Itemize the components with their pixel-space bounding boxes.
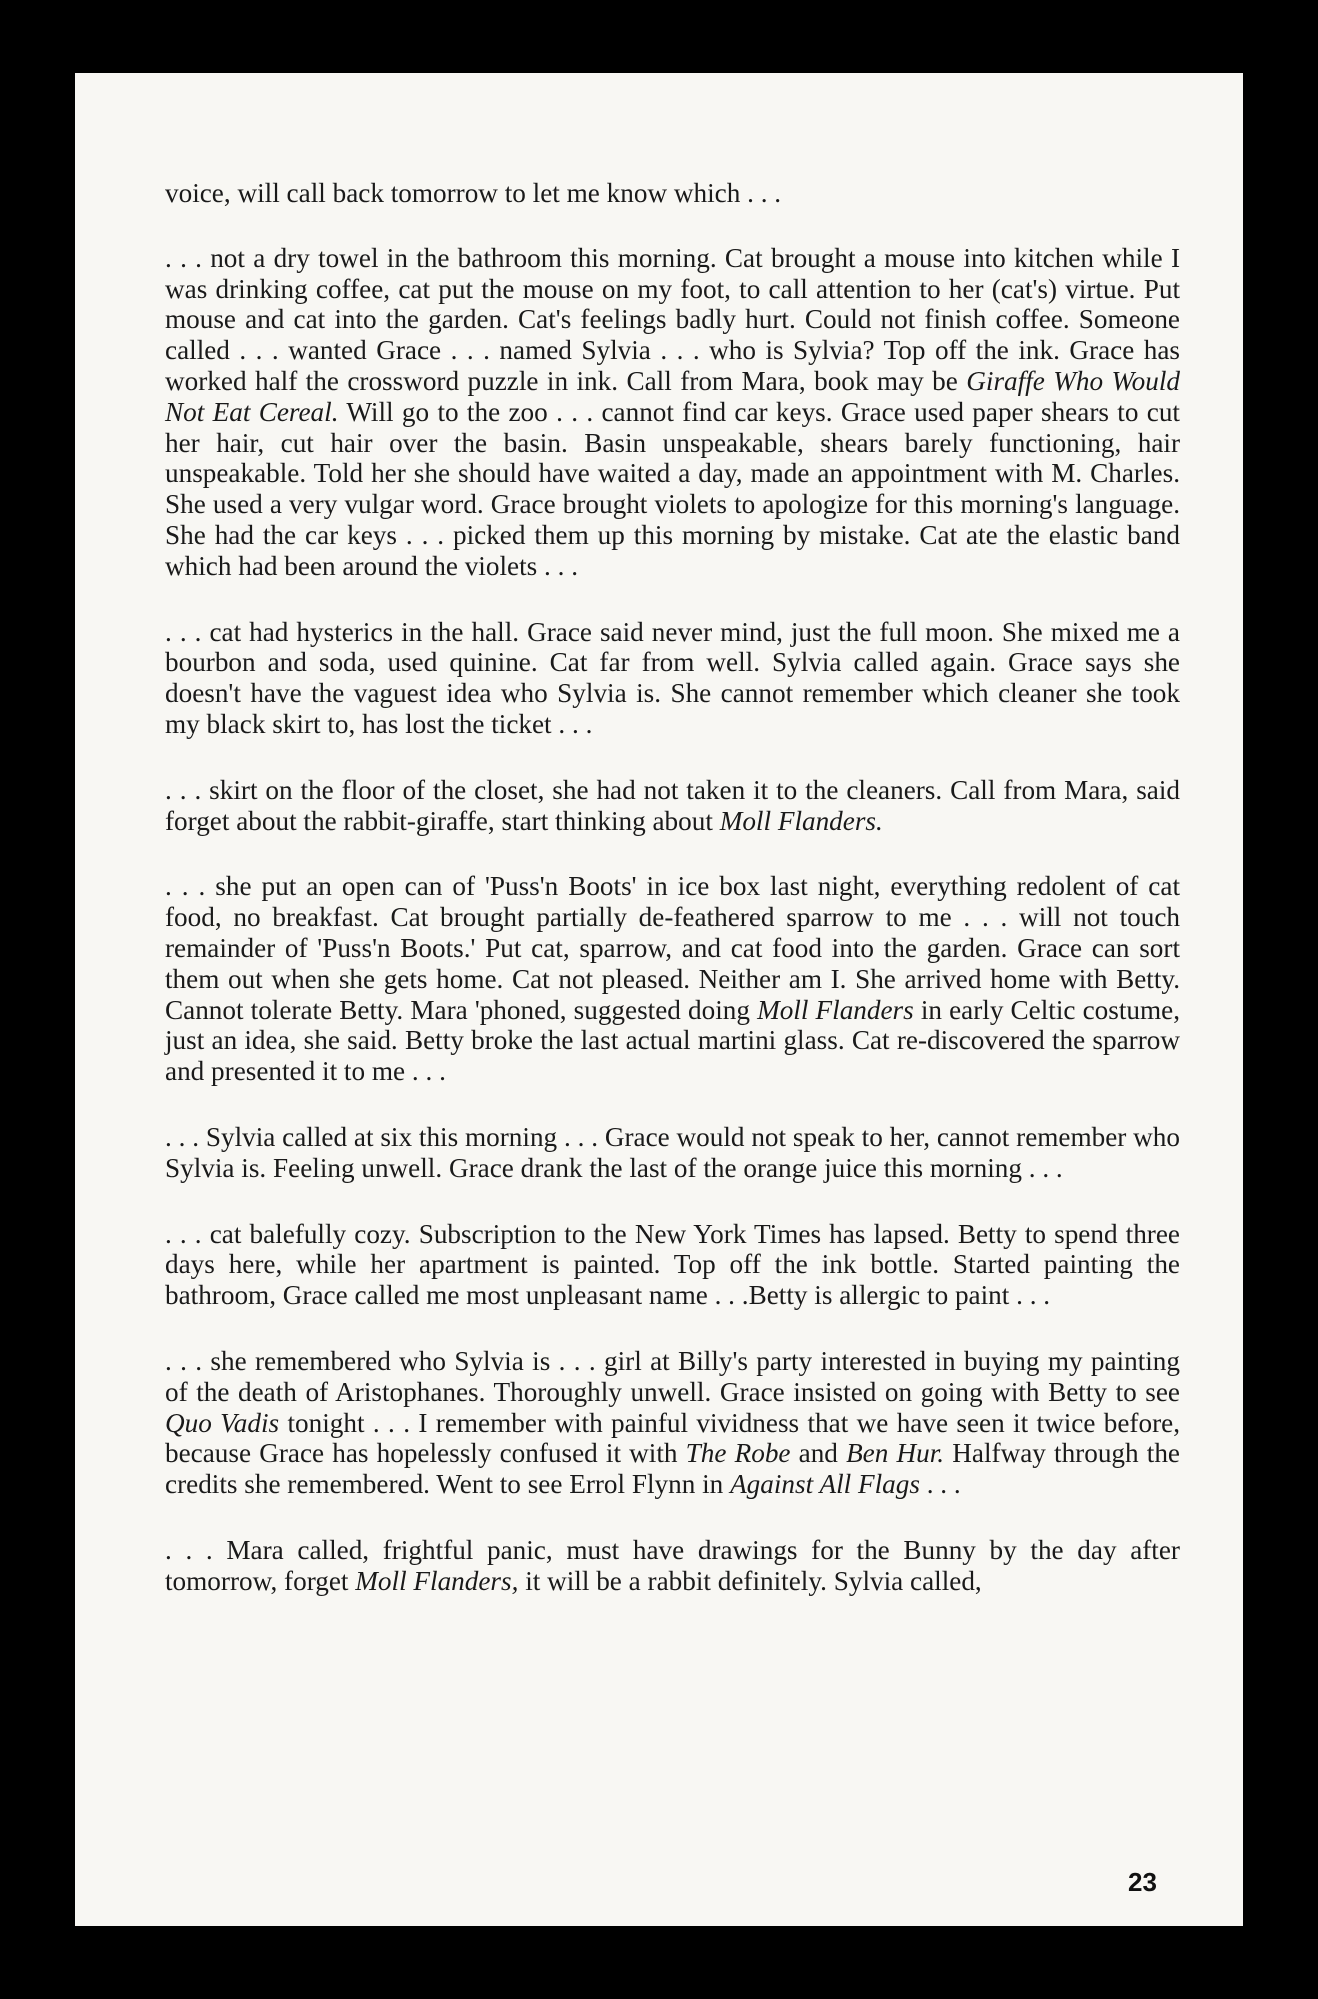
body-text (165, 178, 1180, 1631)
text-run: voice, will call back tomorrow to let me know which . . . (165, 178, 782, 208)
text-run: Will go to the zoo . . . cannot find car keys. Grace used paper shears to cut her hair, cut hair over the basin. Basin unspeakable, shears barely functioning, hair unspeakable. Told her she should have waited a day, made an appointment with M. Charles. She used a very vulgar word. Grace brought violets to apologize for this morning's language. She had the car keys . . . picked them up this morning by mistake. Cat ate the elastic band which had been around the violets . . . (165, 396, 1180, 581)
text-run: in early Celtic costume, just an idea, she said. Betty broke the last actual martini glass. Cat re-discovered the sparrow and presented it to me . . . (165, 994, 1180, 1087)
italic-title: The Robe (685, 1438, 791, 1469)
italic-title: Quo Vadis (165, 1407, 280, 1438)
text-run: . . . she put an open can of 'Puss'n Boots' in ice box last night, everything redolent of cat food, no breakfast. Cat brought partially de-feathered sparrow to me . . . will not touch remainder of 'Puss'n Boots.' Put cat, sparrow, and cat food into the garden. Grace can sort them out when she gets home. Cat not pleased. Neither am I. She arrived home with Betty. Cannot tolerate Betty. Mara 'phoned, suggested doing (165, 871, 1180, 1025)
italic-title: Moll Flanders. (719, 805, 883, 836)
text-run: Halfway through the credits she remembered. Went to see Errol Flynn in (165, 1438, 1180, 1500)
italic-title: Moll Flanders (757, 994, 914, 1025)
text-run: tonight . . . I remember with painful vividness that we have seen it twice before, because Grace has hopelessly confused it with (165, 1407, 1180, 1469)
paragraph (165, 1219, 1180, 1311)
text-run: . . . Mara called, frightful panic, must have drawings for the Bunny by the day after tomorrow, forget (165, 1534, 1180, 1596)
paragraph (165, 871, 1180, 1087)
italic-title: Ben Hur. (846, 1438, 945, 1469)
paragraph (165, 1346, 1180, 1500)
text-run: and (790, 1438, 847, 1469)
italic-title: Against All Flags (730, 1469, 920, 1500)
page-number: 23 (1128, 1867, 1157, 1897)
text-run: it will be a rabbit definitely. Sylvia called, (518, 1565, 982, 1596)
paragraph (165, 1122, 1180, 1184)
text-run: . . . not a dry towel in the bathroom this morning. Cat brought a mouse into kitchen while I was drinking coffee, cat put the mouse on my foot, to call attention to her (cat's) virtue. Put mouse and cat into the garden. Cat's feelings badly hurt. Could not finish coffee. Someone called . . . wanted Grace . . . named Sylvia . . . who is Sylvia? Top off the ink. Grace has worked half the crossword puzzle in ink. Call from Mara, book may be (165, 242, 1180, 396)
paragraph (165, 243, 1180, 582)
text-run: . . . (919, 1469, 961, 1500)
italic-title: Moll Flanders, (355, 1565, 519, 1596)
text-run: . . . cat balefully cozy. Subscription to the New York Times has lapsed. Betty to spend three days here, while her apartment is painted. Top off the ink bottle. Started painting the bathroom, Grace called me most unpleasant name . . .Betty is allergic to paint . . . (165, 1218, 1180, 1311)
paragraph (165, 1535, 1180, 1597)
paragraph (165, 178, 1180, 209)
paragraph (165, 775, 1180, 837)
book-page (75, 73, 1243, 1926)
text-run: . . . she remembered who Sylvia is . . . girl at Billy's party interested in buying my painting of the death of Aristophanes. Thoroughly unwell. Grace insisted on going with Betty to see (165, 1345, 1180, 1407)
text-run: . . . skirt on the floor of the closet, she had not taken it to the cleaners. Call from Mara, said forget about the rabbit-giraffe, start thinking about (165, 774, 1180, 836)
italic-title: Giraffe Who Would Not Eat Cereal. (165, 365, 1180, 427)
text-run: . . . Sylvia called at six this morning . . . Grace would not speak to her, cannot remember who Sylvia is. Feeling unwell. Grace drank the last of the orange juice this morning . . . (165, 1121, 1180, 1183)
text-run: . . . cat had hysterics in the hall. Grace said never mind, just the full moon. She mixed me a bourbon and soda, used quinine. Cat far from well. Sylvia called again. Grace says she doesn't have the vaguest idea who Sylvia is. She cannot remember which cleaner she took my black skirt to, has lost the ticket . . . (165, 616, 1180, 739)
paragraph (165, 617, 1180, 740)
